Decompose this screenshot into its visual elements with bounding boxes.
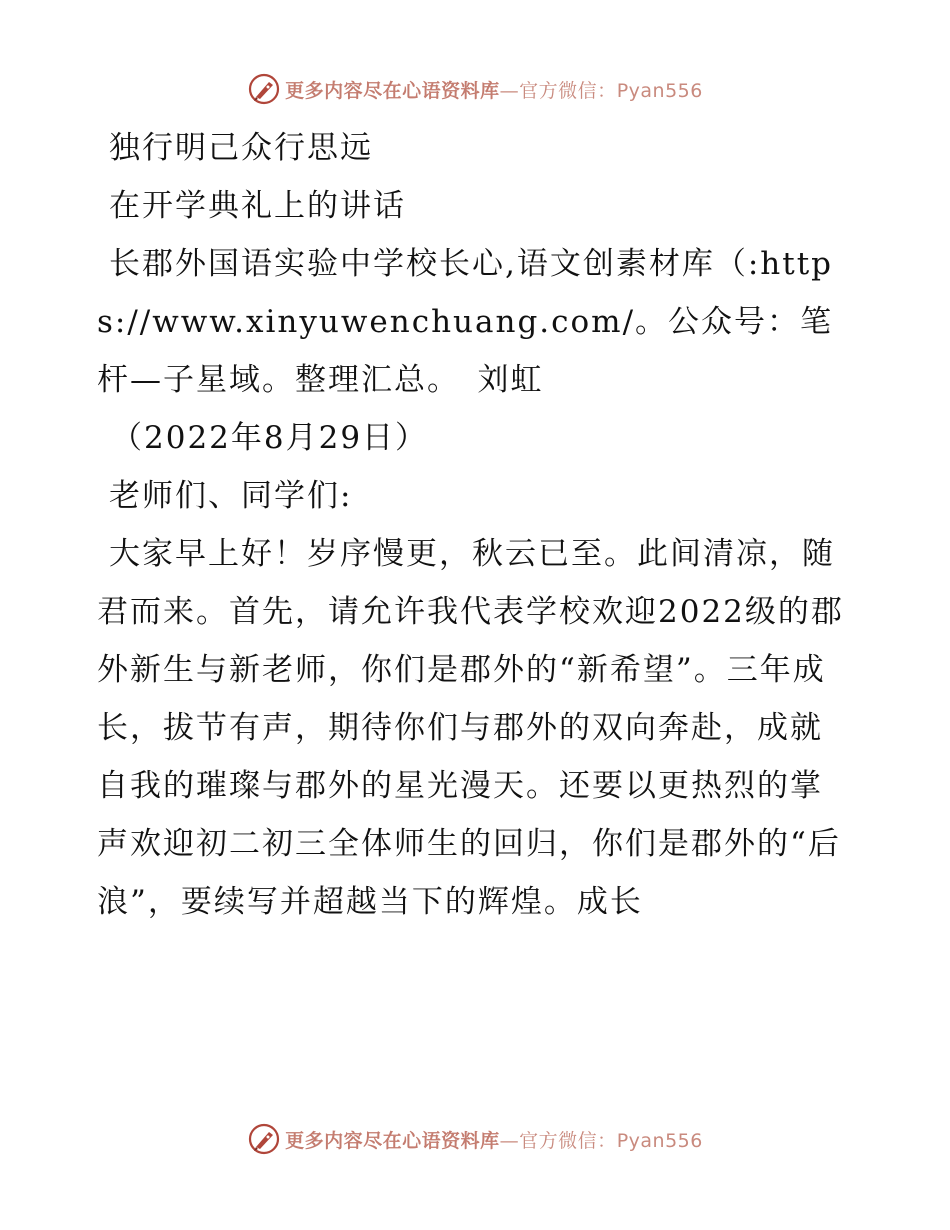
pen-nib-logo-icon xyxy=(247,1122,281,1156)
document-title: 独行明己众行思远 xyxy=(109,130,373,166)
author-line: 长郡外国语实验中学校长心,语文创素材库（:https://www.xinyuwenchuang.com/。公众号：笔杆—子星域。整理汇总。 刘虹 xyxy=(97,246,834,398)
salutation: 老师们、同学们: xyxy=(109,478,353,514)
watermark-sub: 官方微信： xyxy=(519,79,617,102)
watermark-main: 更多内容尽在心语资料库 xyxy=(285,79,500,102)
header-watermark xyxy=(0,71,950,107)
pen-nib-logo-icon xyxy=(247,72,281,106)
watermark-text xyxy=(285,1126,703,1153)
watermark-sub: 官方微信： xyxy=(519,1129,617,1152)
body-paragraph: 大家早上好！岁序慢更，秋云已至。此间清凉，随君而来。首先，请允许我代表学校欢迎2022级的郡外新生与新老师，你们是郡外的“新希望”。三年成长，拔节有声，期待你们与郡外的双向奔赴，成就自我的璀璨与郡外的星光漫天。还要以更热烈的掌声欢迎初二初三全体师生的回归，你们是郡外的“后浪”，要续写并超越当下的辉煌。成长 xyxy=(97,536,844,920)
watermark-id: Pyan556 xyxy=(616,79,703,102)
document-body xyxy=(97,119,853,931)
watermark-text xyxy=(285,76,703,103)
footer-watermark xyxy=(0,1121,950,1157)
watermark-main: 更多内容尽在心语资料库 xyxy=(285,1129,500,1152)
document-subtitle: 在开学典礼上的讲话 xyxy=(109,188,406,224)
watermark-id: Pyan556 xyxy=(616,1129,703,1152)
date-line: （2022年8月29日） xyxy=(111,420,429,456)
watermark-dash: — xyxy=(499,1129,520,1152)
watermark-dash: — xyxy=(499,79,520,102)
